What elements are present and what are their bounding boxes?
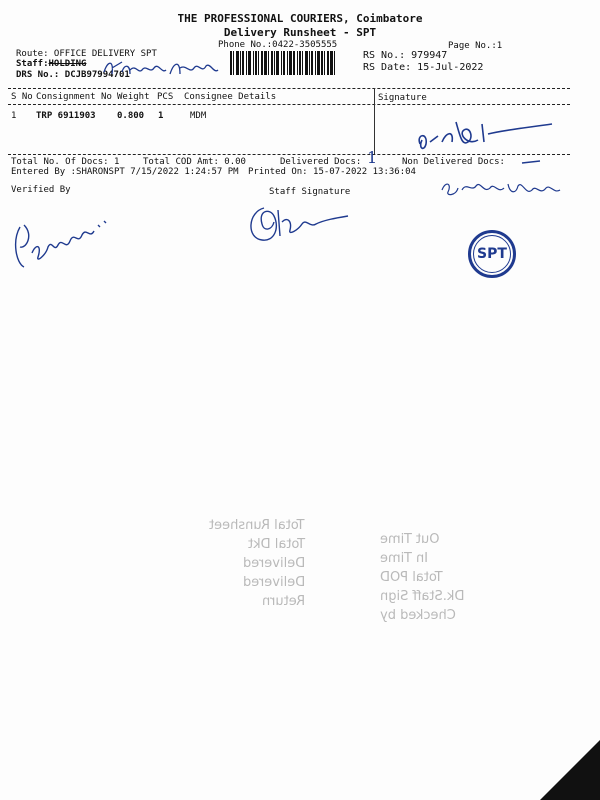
delivered-docs-label: Delivered Docs: xyxy=(280,157,362,167)
staff-signature xyxy=(244,200,354,250)
spt-stamp-text: SPT xyxy=(473,235,511,273)
signature-column-divider xyxy=(374,88,375,154)
verified-by-label: Verified By xyxy=(11,185,71,195)
bleed-left-3: Delivered xyxy=(242,575,305,590)
col-header-pcs: PCS xyxy=(157,92,174,102)
handwritten-note xyxy=(438,176,568,200)
spt-stamp xyxy=(468,230,516,278)
col-header-signature: Signature xyxy=(378,93,427,103)
col-header-consignment: Consignment No xyxy=(36,92,112,102)
bleed-right-block xyxy=(380,532,520,623)
staff-signature-label: Staff Signature xyxy=(269,187,351,197)
table-top-rule xyxy=(8,88,570,89)
scan-corner-shadow xyxy=(540,740,600,800)
staff-line xyxy=(16,59,86,69)
barcode xyxy=(230,51,360,75)
bleed-left-1: Total Dkt xyxy=(247,537,305,552)
staff-struck-value: HOLDING xyxy=(48,59,87,69)
bleed-left-4: Return xyxy=(261,594,305,609)
company-name: THE PROFESSIONAL COURIERS, Coimbatore xyxy=(177,12,423,25)
non-delivered-dash xyxy=(520,158,542,166)
total-docs: Total No. Of Docs: 1 xyxy=(11,157,120,167)
drs-label: DRS No.: xyxy=(16,70,60,80)
cell-consignee: MDM xyxy=(190,111,207,121)
cell-weight: 0.800 xyxy=(117,111,145,121)
document-title: Delivery Runsheet - SPT xyxy=(223,26,377,39)
bleed-right-4: Checked by xyxy=(380,608,456,623)
total-cod: Total COD Amt: 0.00 xyxy=(143,157,246,167)
bleed-left-block xyxy=(175,518,305,609)
verifier-signature xyxy=(6,205,126,275)
non-delivered-label: Non Delivered Docs: xyxy=(402,157,505,167)
col-header-weight: Weight xyxy=(117,92,150,102)
route: Route: OFFICE DELIVERY SPT xyxy=(16,49,157,59)
col-header-consignee: Consignee Details xyxy=(184,92,277,102)
page-number: Page No.:1 xyxy=(448,41,503,51)
delivered-docs-handwritten: 1 xyxy=(367,148,378,167)
bleed-left-2: Delivered xyxy=(242,556,305,571)
table-header-rule xyxy=(8,104,570,105)
col-header-sno: S No xyxy=(11,92,33,102)
bleed-right-2: Total POD xyxy=(380,570,443,585)
entered-by: Entered By :SHARONSPT 7/15/2022 1:24:57 PM xyxy=(11,167,239,177)
staff-label: Staff: xyxy=(16,59,49,69)
cell-sno: 1 xyxy=(11,111,17,121)
cell-pcs: 1 xyxy=(158,111,164,121)
handwritten-staff-name xyxy=(100,52,230,82)
drs-number: DCJB97994701 xyxy=(64,70,130,80)
bleed-right-1: In Time xyxy=(380,551,429,566)
bleed-right-3: Dk.Staff Sign xyxy=(380,589,465,604)
bleed-left-0: Total Runsheet xyxy=(209,518,305,533)
consignee-signature xyxy=(412,112,562,156)
phone-number: Phone No.:0422-3505555 xyxy=(218,40,338,50)
printed-on: Printed On: 15-07-2022 13:36:04 xyxy=(248,167,416,177)
rs-number: RS No.: 979947 xyxy=(363,50,448,61)
rs-date: RS Date: 15-Jul-2022 xyxy=(363,62,484,73)
bleed-right-0: Out Time xyxy=(380,532,440,547)
cell-consignment: TRP 6911903 xyxy=(36,111,96,121)
